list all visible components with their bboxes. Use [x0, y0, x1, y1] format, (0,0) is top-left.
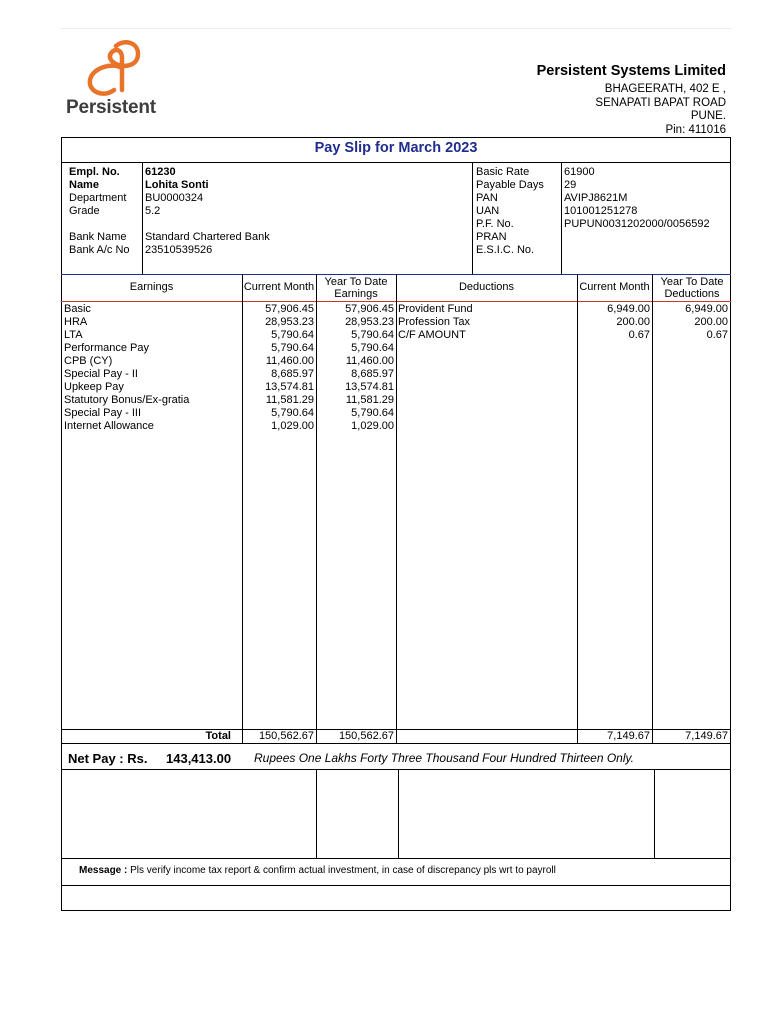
empl-no-value: 61230 [145, 166, 176, 178]
table-cell: 0.67 [706, 329, 728, 341]
net-pay-amount: 143,413.00 [166, 751, 232, 766]
table-row-label: Profession Tax [398, 316, 470, 328]
totals-deductions-current: 7,149.67 [607, 730, 650, 742]
table-cell: 5,790.64 [351, 407, 394, 419]
persistent-logo-icon [66, 38, 176, 102]
totals-label: Total [205, 730, 231, 742]
uan-label: UAN [476, 205, 500, 217]
basic-rate-label: Basic Rate [476, 166, 530, 178]
net-pay-rule [61, 769, 731, 770]
blank-col-line-2 [398, 769, 399, 858]
pran-label: PRAN [476, 231, 507, 243]
table-cell: 200.00 [616, 316, 650, 328]
header-ded-current-month: Current Month [579, 281, 650, 293]
table-cell: 6,949.00 [685, 303, 728, 315]
table-cell: 1,029.00 [271, 420, 314, 432]
net-pay-words: Rupees One Lakhs Forty Three Thousand Four Hundred Thirteen Only. [254, 751, 634, 765]
table-cell: 11,581.29 [265, 394, 314, 406]
table-cell: 5,790.64 [271, 407, 314, 419]
table-row-label: Statutory Bonus/Ex-gratia [64, 394, 190, 406]
table-row-label: Basic [64, 303, 91, 315]
table-cell: 11,581.29 [345, 394, 394, 406]
table-row-label: HRA [64, 316, 88, 328]
deductions-current [577, 303, 650, 342]
col-line-4 [577, 274, 578, 743]
table-cell: 5,790.64 [271, 342, 314, 354]
name-value: Lohita Sonti [145, 179, 209, 191]
table-row-label: Provident Fund [398, 303, 473, 315]
address-line: SENAPATI BAPAT ROAD [595, 96, 726, 109]
table-cell: 28,953.23 [345, 316, 394, 328]
company-address [595, 83, 726, 137]
payable-days-value: 29 [564, 179, 577, 191]
earnings-current [242, 303, 314, 433]
table-cell: 5,790.64 [271, 329, 314, 341]
table-cell: 57,906.45 [345, 303, 394, 315]
empl-no-label: Empl. No. [69, 166, 120, 178]
blank-col-line-3 [654, 769, 655, 858]
table-row-label: Internet Allowance [64, 420, 154, 432]
address-line: PUNE. [690, 110, 726, 122]
department-label: Department [69, 192, 127, 204]
message-top-rule [61, 858, 731, 859]
basic-rate-value: 61900 [564, 166, 595, 178]
employee-right-block [476, 166, 544, 257]
message-text: Pls verify income tax report & confirm actual investment, in case of discrepancy pls wrt to payroll [130, 865, 556, 876]
pan-label: PAN [476, 192, 498, 204]
info-divider-right [561, 162, 562, 274]
table-row-label: Upkeep Pay [64, 381, 124, 393]
table-cell: 8,685.97 [351, 368, 394, 380]
bank-name-value: Standard Chartered Bank [145, 231, 270, 243]
company-logo [66, 38, 176, 122]
table-cell: 13,574.81 [265, 381, 314, 393]
message-line [79, 865, 556, 876]
employee-left-block [69, 166, 130, 257]
table-cell: 5,790.64 [351, 342, 394, 354]
payslip-title: Pay Slip for March 2023 [314, 140, 478, 156]
table-cell: 1,029.00 [351, 420, 394, 432]
spacer [69, 218, 130, 231]
payable-days-label: Payable Days [476, 179, 544, 191]
table-row-label: Special Pay - II [64, 368, 138, 380]
page-shadow [60, 28, 732, 29]
pf-no-label: P.F. No. [476, 218, 514, 230]
table-cell: 0.67 [628, 329, 650, 341]
name-label: Name [69, 179, 99, 191]
totals-deductions-ytd: 7,149.67 [685, 730, 728, 742]
header-ytd-earnings: Year To Date Earnings [324, 276, 388, 300]
header-ytd-deductions: Year To Date Deductions [660, 276, 724, 300]
earnings-names [64, 303, 189, 433]
spacer [145, 218, 270, 231]
deductions-ytd [652, 303, 728, 342]
net-pay-label: Net Pay : Rs. [68, 751, 148, 766]
col-line-3 [396, 274, 397, 743]
table-cell: 13,574.81 [345, 381, 394, 393]
address-line: Pin: 411016 [665, 123, 726, 136]
company-name: Persistent Systems Limited [536, 63, 726, 79]
table-row-label: Special Pay - III [64, 407, 142, 419]
table-row-label: C/F AMOUNT [398, 329, 466, 341]
uan-value: 101001251278 [564, 205, 638, 217]
grade-label: Grade [69, 205, 100, 217]
esic-no-label: E.S.I.C. No. [476, 244, 535, 256]
table-cell: 5,790.64 [351, 329, 394, 341]
table-cell: 11,460.00 [345, 355, 394, 367]
table-cell: 57,906.45 [265, 303, 314, 315]
table-cell: 8,685.97 [271, 368, 314, 380]
table-cell: 6,949.00 [607, 303, 650, 315]
table-cell: 28,953.23 [265, 316, 314, 328]
bank-account-value: 23510539526 [145, 244, 213, 256]
blank-col-line-1 [316, 769, 317, 858]
table-row-label: LTA [64, 329, 83, 341]
header-deductions: Deductions [458, 281, 515, 293]
totals-bottom-rule [61, 743, 731, 744]
pan-value: AVIPJ8621M [564, 192, 628, 204]
earnings-ytd [316, 303, 394, 433]
address-line: BHAGEERATH, 402 E , [604, 83, 726, 95]
employee-left-values [145, 166, 270, 257]
table-row-label: Performance Pay [64, 342, 149, 354]
message-label: Message : [79, 865, 128, 876]
table-row-label: CPB (CY) [64, 355, 113, 367]
deductions-names [398, 303, 473, 342]
grade-value: 5.2 [145, 205, 161, 217]
department-value: BU0000324 [145, 192, 204, 204]
message-bottom-rule [61, 885, 731, 886]
title-rule [61, 162, 731, 163]
header-current-month: Current Month [243, 281, 315, 293]
employee-right-values [564, 166, 710, 231]
info-divider-mid [472, 162, 473, 274]
col-line-5 [652, 274, 653, 743]
totals-earnings-ytd: 150,562.67 [338, 730, 394, 742]
bank-account-label: Bank A/c No [69, 244, 130, 256]
table-cell: 200.00 [694, 316, 728, 328]
bank-name-label: Bank Name [69, 231, 127, 243]
header-earnings: Earnings [129, 281, 174, 293]
totals-earnings-current: 150,562.67 [258, 730, 314, 742]
table-cell: 11,460.00 [265, 355, 314, 367]
pf-no-value: PUPUN0031202000/0056592 [564, 218, 710, 230]
logo-wordmark: Persistent [66, 97, 156, 118]
info-divider-left [142, 162, 143, 274]
